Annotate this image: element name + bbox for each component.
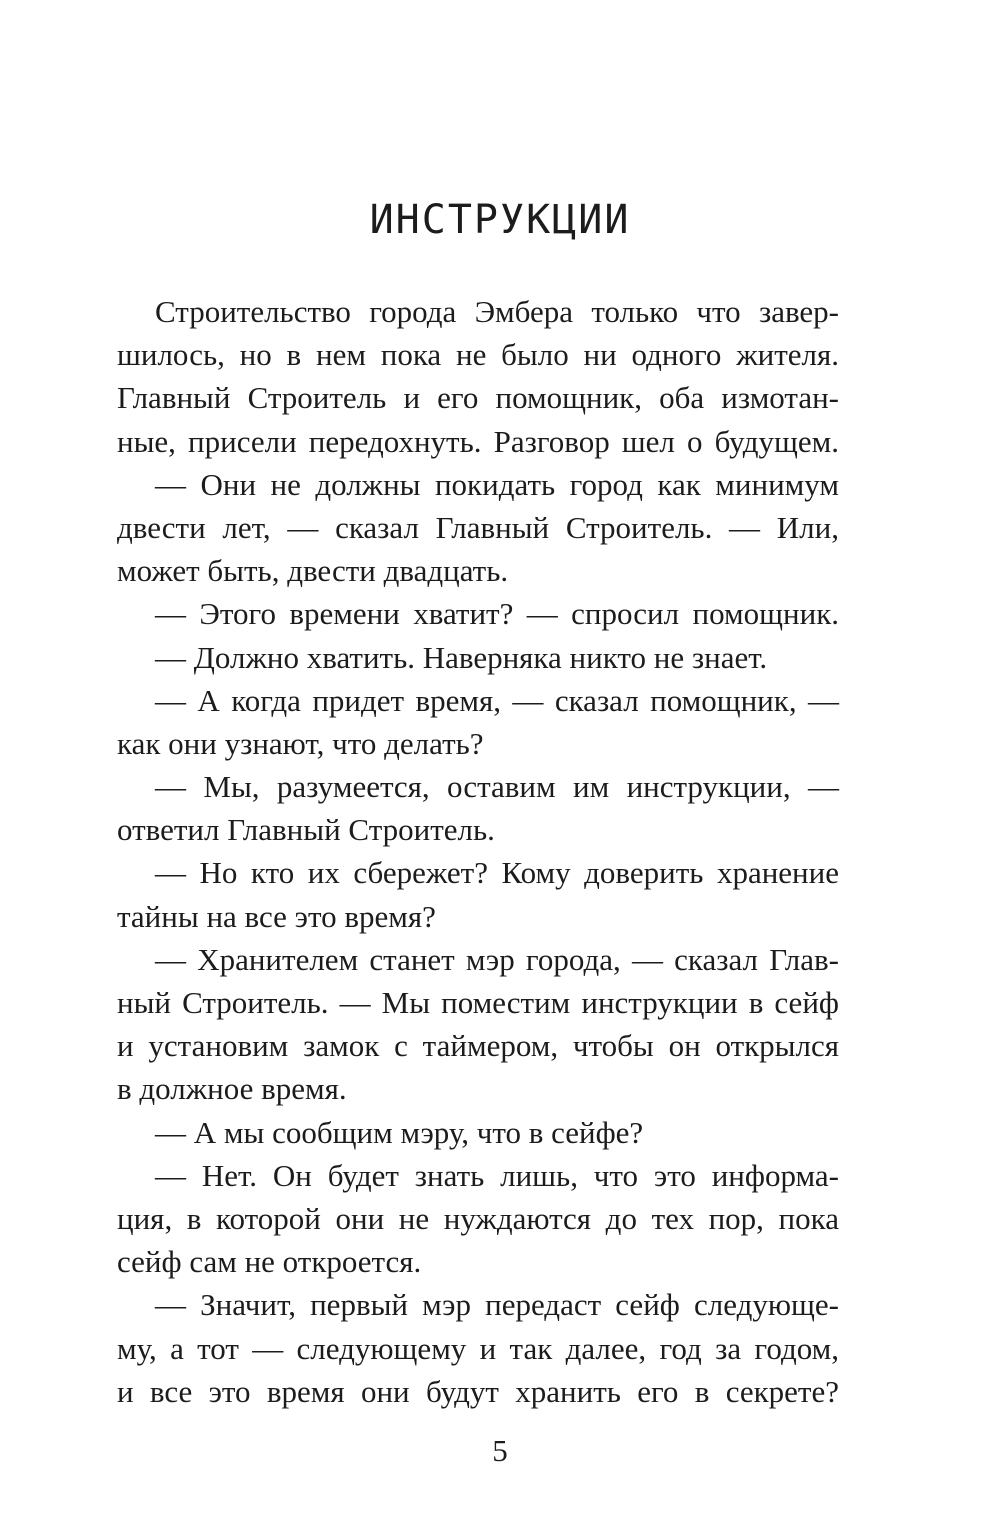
text-line: как они узнают, что делать? xyxy=(117,725,484,761)
text-line: ция, в которой они не нуждаются до тех пор, пока xyxy=(117,1200,839,1236)
text-line: — Хранителем станет мэр города, — сказал Глав- xyxy=(155,941,839,977)
page-number: 5 xyxy=(492,1433,508,1468)
text-line: шилось, но в нем пока не было ни одного жителя. xyxy=(117,337,839,373)
text-line: и установим замок с таймером, чтобы он открылся xyxy=(117,1028,839,1064)
text-line: тайны на все это время? xyxy=(117,898,436,934)
text-line: может быть, двести двадцать. xyxy=(117,553,509,589)
text-line: — А мы сообщим мэру, что в сейфе? xyxy=(155,1114,644,1150)
text-line: — Нет. Он будет знать лишь, что это информа- xyxy=(155,1157,839,1193)
text-line: му, а тот — следующему и так далее, год за годом, xyxy=(117,1330,839,1366)
text-line: и все это время они будут хранить его в секрете? xyxy=(117,1373,839,1409)
text-line: сейф сам не откроется. xyxy=(117,1244,422,1280)
text-line: Главный Строитель и его помощник, оба измотан- xyxy=(117,380,839,416)
text-line: — Они не должны покидать город как минимум xyxy=(155,466,839,502)
text-line: — Должно хватить. Наверняка никто не знает. xyxy=(155,639,768,675)
text-line: двести лет, — сказал Главный Строитель. — Или, xyxy=(117,509,839,545)
text-line: ный Строитель. — Мы поместим инструкции в сейф xyxy=(117,985,839,1020)
text-line: — А когда придет время, — сказал помощник, — xyxy=(155,682,839,718)
text-line: — Этого времени хватит? — спросил помощник. xyxy=(155,596,839,632)
text-line: ответил Главный Строитель. xyxy=(117,812,495,848)
text-line: в должное время. xyxy=(117,1071,347,1107)
text-line: — Мы, разумеется, оставим им инструкции, — xyxy=(155,769,839,805)
text-line: ные, присели передохнуть. Разговор шел о будущем. xyxy=(117,423,839,459)
text-line: Строительство города Эмбера только что завер- xyxy=(155,294,839,329)
text-line: — Значит, первый мэр передаст сейф следующе- xyxy=(155,1287,839,1323)
chapter-title: ИНСТРУКЦИИ xyxy=(369,197,631,243)
body-text xyxy=(117,290,839,1413)
text-line: — Но кто их сбережет? Кому доверить хранение xyxy=(155,855,839,891)
